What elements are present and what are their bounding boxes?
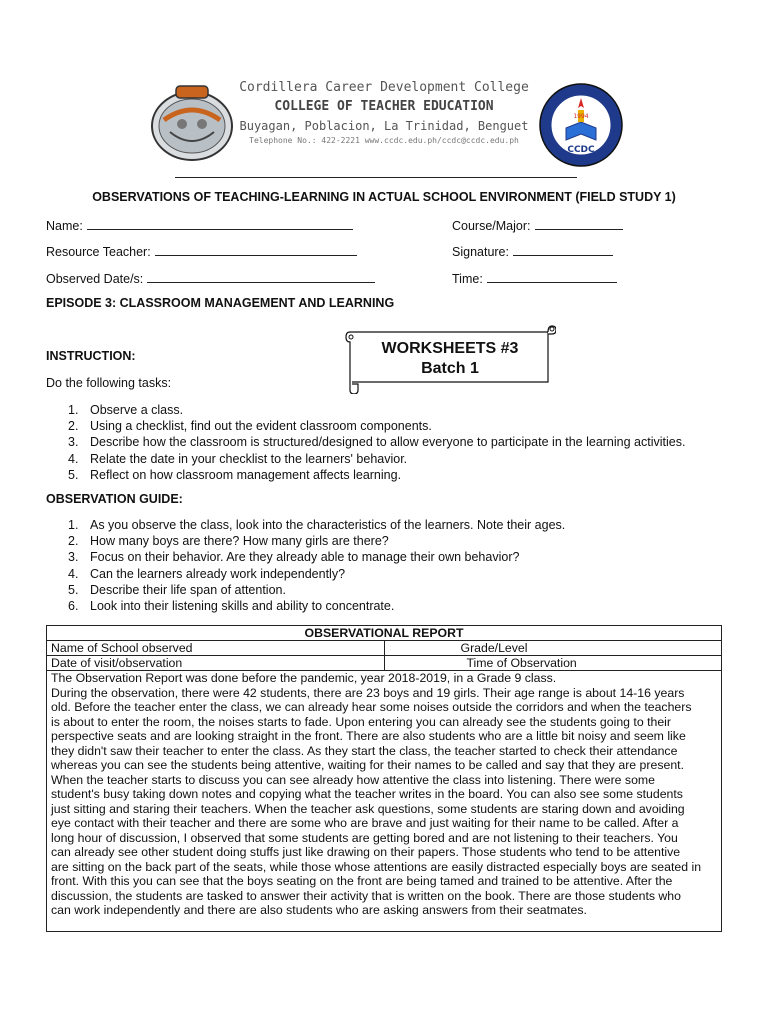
- report-line: During the observation, there were 42 students, there are 23 boys and 19 girls. Their age range is about 14-16 years: [51, 685, 685, 700]
- report-heading: OBSERVATIONAL REPORT: [47, 626, 722, 641]
- report-line: eye contact with their teacher and there are some who are brave and just waiting for their name to be called. After a: [51, 816, 679, 830]
- course-major-blank[interactable]: [535, 218, 623, 230]
- report-line: they didn't saw their teacher to enter the class. As they start the class, the teacher started to check their attendance: [51, 743, 678, 758]
- report-line: The Observation Report was done before the pandemic, year 2018-2019, in a Grade 9 class.: [51, 671, 557, 685]
- report-line: long hour of discussion, I observed that some students are getting bored and are not listening to their teachers. You: [51, 830, 678, 845]
- observation-guide-list: [68, 517, 565, 614]
- list-item: 3. Focus on their behavior. Are they already able to manage their own behavior?: [68, 550, 520, 565]
- resource-teacher-field[interactable]: [46, 244, 357, 259]
- list-item: 4. Relate the date in your checklist to the learners' behavior.: [68, 451, 408, 466]
- worksheet-number: WORKSHEETS #3: [381, 340, 519, 357]
- seal-year: 1994: [573, 113, 589, 120]
- college-contact: Telephone No.: 422-2221 www.ccdc.edu.ph/ccdc@ccdc.edu.ph: [249, 136, 519, 145]
- episode-title: EPISODE 3: CLASSROOM MANAGEMENT AND LEARNING: [46, 296, 395, 310]
- report-line: whereas you can see the students being attentive, waiting for their names to be called and say that they are present.: [51, 758, 684, 772]
- teacher-education-seal-logo: [538, 82, 624, 168]
- report-line: is about to enter the room, the noises starts to fade. Upon entering you can already see the students going to their: [51, 714, 672, 729]
- report-body: [47, 671, 722, 932]
- report-line: student's busy taking down notes and copying what the teacher writes in the board. You can also see some students: [51, 787, 683, 801]
- time-label: Time:: [452, 272, 483, 286]
- name-field[interactable]: [46, 218, 353, 233]
- list-item: 1. Observe a class.: [68, 403, 184, 417]
- school-observed-label: Name of School observed: [47, 641, 385, 656]
- resource-teacher-blank[interactable]: [155, 244, 357, 256]
- college-address: Buyagan, Poblacion, La Trinidad, Benguet: [239, 119, 529, 133]
- observation-guide-heading: OBSERVATION GUIDE:: [46, 492, 183, 506]
- list-item: 6. Look into their listening skills and ability to concentrate.: [68, 598, 395, 613]
- list-item: 5. Describe their life span of attention.: [68, 582, 286, 597]
- report-line: just sitting and staring their teachers. When the teacher ask questions, some students are staring down and avoiding: [51, 801, 685, 816]
- worksheet-batch: Batch 1: [421, 360, 479, 377]
- report-line: When the teacher starts to discuss you can see already how attentive the class into listening. There were some: [51, 772, 656, 787]
- resource-teacher-label: Resource Teacher:: [46, 245, 151, 259]
- college-name: Cordillera Career Development College: [239, 80, 529, 95]
- name-blank[interactable]: [87, 218, 353, 230]
- list-item: 1. As you observe the class, look into the characteristics of the learners. Note their ages.: [68, 518, 566, 532]
- instruction-lead: Do the following tasks:: [46, 376, 172, 390]
- name-label: Name:: [46, 219, 83, 233]
- report-line: perspective seats and are looking straight in the front. There are also students who are a little bit noisy and seem like: [51, 729, 686, 743]
- observed-dates-field[interactable]: [46, 271, 375, 286]
- list-item: 3. Describe how the classroom is structured/designed to allow everyone to participate in the learning activities.: [68, 435, 686, 450]
- report-line: old. Before the teacher enter the class, we can already hear some noises outside the corridors and when the teachers: [51, 700, 692, 714]
- list-item: 5. Reflect on how classroom management affects learning.: [68, 467, 402, 482]
- signature-field[interactable]: [452, 244, 613, 259]
- time-blank[interactable]: [487, 271, 617, 283]
- report-line: are sitting on the back part of the seats, while those whose attentions are easily distracted especially boys are seated in: [51, 859, 702, 874]
- list-item: 2. Using a checklist, find out the evident classroom components.: [68, 419, 432, 434]
- report-line: can work independently and there are also students who are asking answers from their seatmates.: [51, 903, 587, 917]
- seal-ccdc-text: CCDC: [567, 145, 595, 155]
- document-title: OBSERVATIONS OF TEACHING-LEARNING IN ACTUAL SCHOOL ENVIRONMENT (FIELD STUDY 1): [92, 190, 676, 204]
- report-line: front. With this you can see that the boys seating on the front are being tamed and trained to be attentive. After the: [51, 874, 673, 888]
- list-item: 4. Can the learners already work independently?: [68, 566, 346, 581]
- date-of-visit-label: Date of visit/observation: [47, 656, 385, 671]
- instruction-heading: INSTRUCTION:: [46, 349, 136, 363]
- time-field[interactable]: [452, 271, 617, 286]
- list-item: 2. How many boys are there? How many girls are there?: [68, 534, 389, 549]
- grade-level-label: Grade/Level: [384, 641, 722, 656]
- course-major-label: Course/Major:: [452, 219, 531, 233]
- observational-report-table: [46, 625, 722, 932]
- department-name: COLLEGE OF TEACHER EDUCATION: [274, 99, 494, 114]
- signature-label: Signature:: [452, 245, 509, 259]
- time-of-observation-label: Time of Observation: [384, 656, 722, 671]
- instruction-list: [68, 402, 685, 483]
- header-divider: [175, 177, 577, 178]
- course-major-field[interactable]: [452, 218, 623, 233]
- report-line: discussion, the students are tasked to answer their activity that is written on the book. There are those students who: [51, 888, 681, 903]
- report-line: can already see other student doing stuffs just like drawing on their papers. Those students who tend to be attentive: [51, 845, 681, 859]
- signature-blank[interactable]: [513, 244, 613, 256]
- observed-dates-blank[interactable]: [147, 271, 375, 283]
- observed-dates-label: Observed Date/s:: [46, 272, 144, 286]
- worksheet-scroll-banner: [344, 324, 556, 394]
